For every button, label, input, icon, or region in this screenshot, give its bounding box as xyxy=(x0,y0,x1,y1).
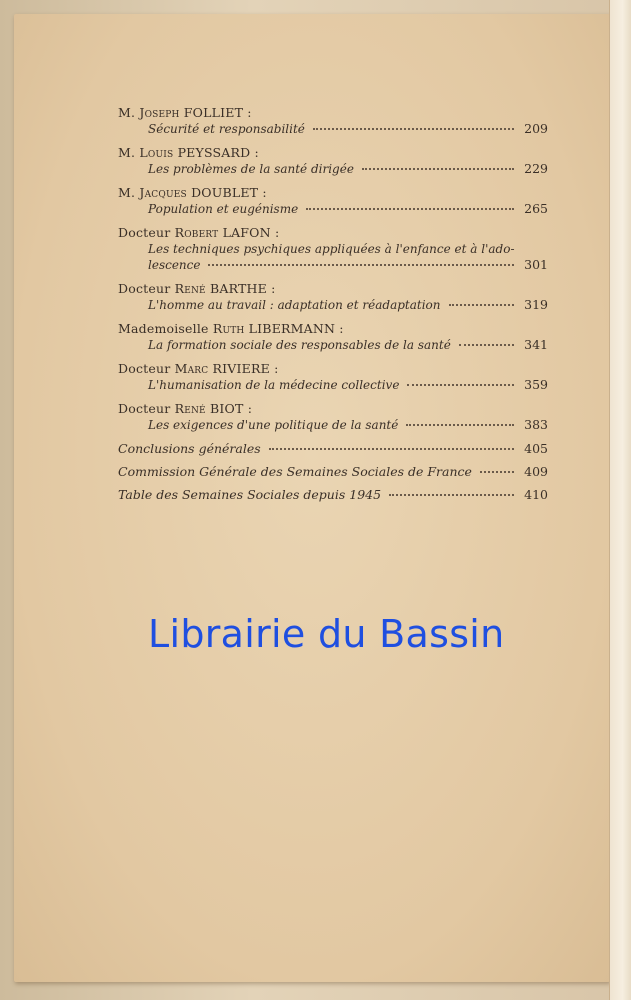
toc-entry xyxy=(118,105,548,137)
toc-entry xyxy=(118,185,548,217)
entry-title: La formation sociale des responsables de la santé xyxy=(148,338,451,352)
toc-entry xyxy=(118,441,548,457)
page-number: 265 xyxy=(524,201,548,216)
page-number: 209 xyxy=(524,121,548,136)
page-number: 301 xyxy=(524,257,548,272)
page-number: 405 xyxy=(524,441,548,456)
dot-leader xyxy=(208,264,514,266)
toc-entry xyxy=(118,321,548,353)
entry-title: Les problèmes de la santé dirigée xyxy=(148,162,354,176)
toc-line xyxy=(118,257,548,273)
dot-leader xyxy=(362,168,514,170)
dot-leader xyxy=(407,384,514,386)
toc-line xyxy=(118,441,548,457)
toc-entry xyxy=(118,361,548,393)
page-number: 229 xyxy=(524,161,548,176)
page-number: 410 xyxy=(524,487,548,502)
toc-line xyxy=(118,417,548,433)
entry-title: Conclusions générales xyxy=(118,441,261,456)
author-line: M. Jacques DOUBLET : xyxy=(118,185,267,200)
entry-title: Table des Semaines Sociales depuis 1945 xyxy=(118,487,382,502)
dot-leader xyxy=(459,344,514,346)
entry-title: L'humanisation de la médecine collective xyxy=(148,378,400,392)
dot-leader xyxy=(306,208,514,210)
dot-leader xyxy=(389,494,514,496)
toc-entry xyxy=(118,401,548,433)
entry-title: Les exigences d'une politique de la santé xyxy=(148,418,399,432)
entry-title: Commission Générale des Semaines Sociales de France xyxy=(118,464,472,479)
toc-entry xyxy=(118,487,548,503)
entry-title: L'homme au travail : adaptation et réadaptation xyxy=(148,298,441,312)
entry-title: Sécurité et responsabilité xyxy=(148,122,305,136)
dot-leader xyxy=(480,471,514,473)
page-number: 359 xyxy=(524,377,548,392)
toc-line xyxy=(118,121,548,137)
watermark-text: Librairie du Bassin xyxy=(148,612,505,656)
entry-title: Les techniques psychiques appliquées à l'enfance et à l'ado- xyxy=(148,242,515,256)
adjacent-page-edge xyxy=(609,0,631,1000)
author-line: Docteur René BARTHE : xyxy=(118,281,276,296)
page-number: 319 xyxy=(524,297,548,312)
toc-line xyxy=(118,297,548,313)
toc-entry xyxy=(118,145,548,177)
toc-line xyxy=(118,161,548,177)
toc-entry xyxy=(118,281,548,313)
toc-line xyxy=(118,464,548,480)
author-line: Docteur Marc RIVIERE : xyxy=(118,361,279,376)
table-of-contents xyxy=(118,105,548,510)
dot-leader xyxy=(313,128,514,130)
dot-leader xyxy=(406,424,514,426)
author-line: M. Joseph FOLLIET : xyxy=(118,105,252,120)
toc-entry xyxy=(118,225,548,273)
toc-line xyxy=(118,337,548,353)
page-number: 383 xyxy=(524,417,548,432)
toc-line xyxy=(118,487,548,503)
author-line: Docteur Robert LAFON : xyxy=(118,225,280,240)
entry-title: Population et eugénisme xyxy=(148,202,299,216)
toc-entry xyxy=(118,464,548,480)
toc-line xyxy=(118,201,548,217)
page-number: 341 xyxy=(524,337,548,352)
author-line: Mademoiselle Ruth LIBERMANN : xyxy=(118,321,344,336)
toc-line xyxy=(118,377,548,393)
author-line: Docteur René BIOT : xyxy=(118,401,253,416)
dot-leader xyxy=(449,304,515,306)
entry-title-continued: lescence xyxy=(148,258,201,272)
page-number: 409 xyxy=(524,464,548,479)
dot-leader xyxy=(269,448,514,450)
author-line: M. Louis PEYSSARD : xyxy=(118,145,259,160)
